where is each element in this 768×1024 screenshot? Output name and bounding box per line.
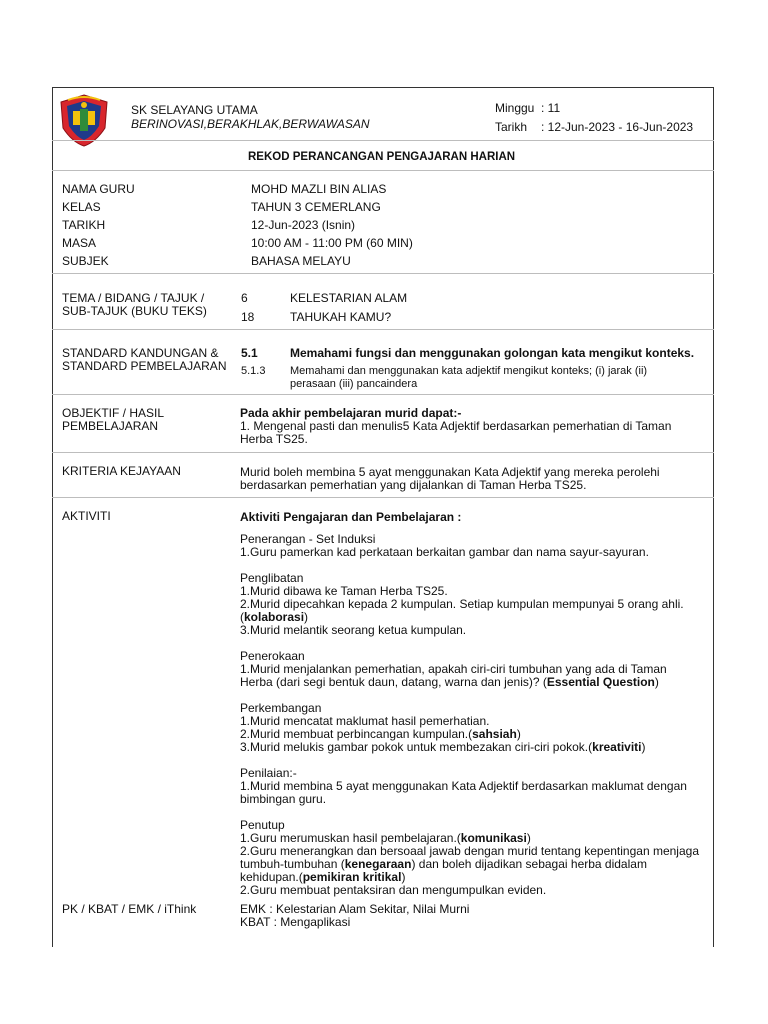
kriteria-label: KRITERIA KEJAYAAN (62, 464, 181, 478)
divider (52, 497, 714, 498)
tema-text: KELESTARIAN ALAM (290, 291, 408, 305)
minggu-label: Minggu (495, 101, 535, 115)
perkembangan-line-3: 3.Murid melukis gambar pokok untuk membezakan ciri-ciri pokok.(kreativiti) (240, 740, 646, 754)
penutup-section (240, 818, 699, 897)
penglibatan-line-2: 2.Murid dipecahkan kepada 2 kumpulan. Setiap kumpulan mempunyai 5 orang ahli. (240, 597, 684, 611)
standard-kandungan-code: 5.1 (241, 346, 258, 360)
divider (52, 140, 714, 141)
penutup-line-1: 1.Guru merumuskan hasil pembelajaran.(komunikasi) (240, 831, 531, 845)
penerokaan-section (240, 650, 690, 689)
divider (52, 452, 714, 453)
objektif-label-1: OBJEKTIF / HASIL (62, 406, 165, 420)
penglibatan-line-4: 3.Murid melantik seorang ketua kumpulan. (240, 623, 467, 637)
aktiviti-content (240, 510, 699, 897)
pk-label: PK / KBAT / EMK / iThink (62, 902, 197, 916)
kriteria-line-2: berdasarkan pemerhatian yang dijalankan di Taman Herba TS25. (240, 478, 587, 492)
set-induksi-section (240, 533, 690, 559)
penglibatan-section (240, 572, 690, 637)
set-induksi-line-1: 1.Guru pamerkan kad perkataan berkaitan gambar dan nama sayur-sayuran. (240, 545, 649, 559)
tarikh-label: Tarikh (495, 120, 528, 134)
kriteria-line-1: Murid boleh membina 5 ayat menggunakan Kata Adjektif yang mereka perolehi (240, 465, 660, 479)
standard-pembelajaran-code: 5.1.3 (241, 365, 266, 377)
penilaian-line-1: 1.Murid membina 5 ayat menggunakan Kata Adjektif berdasarkan maklumat dengan (240, 779, 687, 793)
perkembangan-title: Perkembangan (240, 701, 322, 715)
objektif-line-1: 1. Mengenal pasti dan menulis5 Kata Adjektif berdasarkan pemerhatian di Taman (240, 419, 672, 433)
pk-line-2: KBAT : Mengaplikasi (240, 915, 351, 929)
info-value-nama-guru: MOHD MAZLI BIN ALIAS (251, 182, 387, 196)
penutup-line-2: 2.Guru menerangkan dan bersoaal jawab dengan murid tentang kepentingan menjaga (240, 844, 699, 858)
penilaian-title: Penilaian:- (240, 766, 297, 780)
tema-number: 6 (241, 291, 248, 305)
perkembangan-section (240, 702, 690, 754)
info-value-tarikh: 12-Jun-2023 (Isnin) (251, 218, 356, 232)
penilaian-line-2: bimbingan guru. (240, 792, 327, 806)
penutup-line-3: tumbuh-tumbuhan (kenegaraan) dan boleh dijadikan sebagai herba didalam (240, 857, 647, 871)
standard-kandungan-label: STANDARD KANDUNGAN & (62, 346, 219, 360)
tema-label: TEMA / BIDANG / TAJUK / (62, 291, 205, 305)
school-motto: BERINOVASI,BERAKHLAK,BERWAWASAN (131, 117, 370, 131)
divider (52, 273, 714, 274)
tarikh-value: : 12-Jun-2023 - 16-Jun-2023 (541, 120, 694, 134)
penglibatan-line-3: (kolaborasi) (240, 610, 309, 624)
divider (52, 394, 714, 395)
info-value-kelas: TAHUN 3 CEMERLANG (251, 200, 381, 214)
standard-pembelajaran-text-2: perasaan (iii) pancaindera (290, 378, 418, 390)
subtajuk-text: TAHUKAH KAMU? (290, 310, 392, 324)
perkembangan-line-1: 1.Murid mencatat maklumat hasil pemerhatian. (240, 714, 490, 728)
info-label-nama-guru: NAMA GURU (62, 182, 135, 196)
info-label-masa: MASA (62, 236, 97, 250)
penglibatan-line-1: 1.Murid dibawa ke Taman Herba TS25. (240, 584, 448, 598)
objektif-line-2: Herba TS25. (240, 432, 308, 446)
school-name: SK SELAYANG UTAMA (131, 103, 258, 117)
subtajuk-number: 18 (241, 310, 255, 324)
subtajuk-label: SUB-TAJUK (BUKU TEKS) (62, 304, 207, 318)
penutup-line-5: 2.Guru membuat pentaksiran dan mengumpulkan eviden. (240, 883, 547, 897)
standard-kandungan-text: Memahami fungsi dan menggunakan golongan kata mengikut konteks. (290, 346, 695, 360)
perkembangan-line-2: 2.Murid membuat perbincangan kumpulan.(sahsiah) (240, 727, 521, 741)
info-value-masa: 10:00 AM - 11:00 PM (60 MIN) (251, 236, 413, 250)
divider (52, 170, 714, 171)
penutup-line-4: kehidupan.(pemikiran kritikal) (240, 870, 406, 884)
set-induksi-title: Penerangan - Set Induksi (240, 532, 376, 546)
aktiviti-label: AKTIVITI (62, 509, 111, 523)
penilaian-section (240, 767, 690, 806)
pk-line-1: EMK : Kelestarian Alam Sekitar, Nilai Murni (240, 902, 470, 916)
divider (52, 329, 714, 330)
objektif-heading: Pada akhir pembelajaran murid dapat:- (240, 406, 462, 420)
info-label-tarikh: TARIKH (62, 218, 106, 232)
standard-pembelajaran-text-1: Memahami dan menggunakan kata adjektif mengikut konteks; (i) jarak (ii) (290, 365, 648, 377)
penerokaan-line-1: 1.Murid menjalankan pemerhatian, apakah ciri-ciri tumbuhan yang ada di Taman (240, 662, 667, 676)
standard-pembelajaran-label: STANDARD PEMBELAJARAN (62, 359, 227, 373)
penglibatan-title: Penglibatan (240, 571, 304, 585)
info-label-subjek: SUBJEK (62, 254, 109, 268)
objektif-label-2: PEMBELAJARAN (62, 419, 159, 433)
info-value-subjek: BAHASA MELAYU (251, 254, 351, 268)
penerokaan-title: Penerokaan (240, 649, 305, 663)
info-label-kelas: KELAS (62, 200, 101, 214)
penerokaan-line-2: Herba (dari segi bentuk daun, datang, warna dan jenis)? (Essential Question) (240, 675, 659, 689)
aktiviti-heading: Aktiviti Pengajaran dan Pembelajaran : (240, 510, 462, 524)
minggu-value: : 11 (541, 101, 561, 115)
document-title: REKOD PERANCANGAN PENGAJARAN HARIAN (248, 151, 516, 163)
penutup-title: Penutup (240, 818, 285, 832)
